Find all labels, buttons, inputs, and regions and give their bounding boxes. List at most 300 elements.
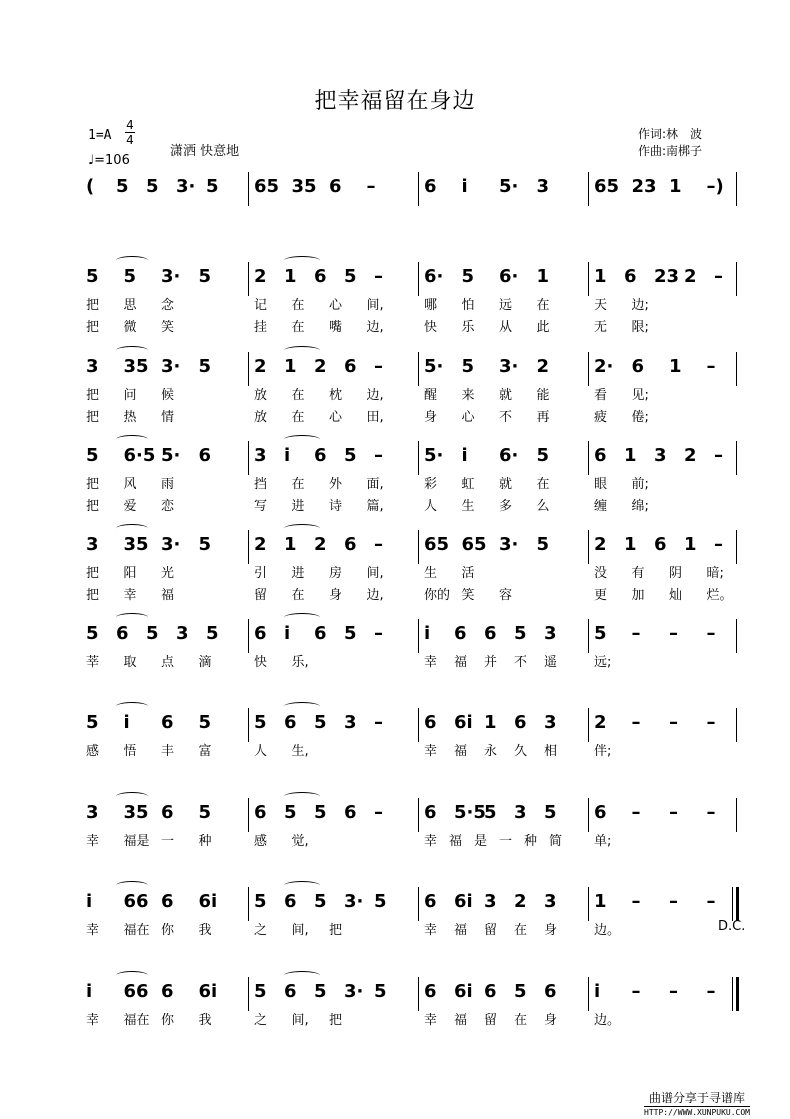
note: 2· — [594, 356, 614, 377]
note: 5 — [536, 445, 550, 466]
note: 6 — [161, 891, 174, 912]
lyric-line-1: 有 — [631, 566, 645, 581]
note: 3 — [514, 802, 527, 823]
note: i — [461, 176, 468, 197]
note: 5 — [86, 623, 99, 644]
lyric-line-2: 不 — [499, 410, 513, 425]
note: 1 — [284, 266, 297, 287]
note: 5 — [314, 981, 327, 1002]
note: 5 — [116, 176, 129, 197]
note: 2 — [684, 445, 697, 466]
bar-line — [248, 887, 249, 921]
footer-text: 曲谱分享于寻谱库 — [649, 1091, 746, 1105]
slur-mark — [284, 346, 320, 355]
lyric-line-2: 心 — [329, 410, 343, 425]
note: 6 — [284, 981, 297, 1002]
bar-line — [588, 619, 589, 653]
lyric-line-2: 把 — [86, 499, 100, 514]
lyric-line-1: 我 — [198, 923, 212, 938]
bar-line — [248, 977, 249, 1011]
bar-line — [418, 708, 419, 742]
lyric-line-1: 哪 — [424, 298, 438, 313]
lyric-line-1: 外 — [329, 477, 343, 492]
bar-line — [588, 977, 589, 1011]
note: 5 — [198, 266, 212, 287]
lyric-line-2: 在 — [291, 320, 305, 335]
note: 5 — [514, 981, 527, 1002]
note: 6· — [499, 266, 519, 287]
lyric-line-2: 在 — [291, 410, 305, 425]
note: 5 — [146, 623, 159, 644]
lyric-line-1: 边, — [366, 388, 384, 403]
lyric-line-1: 念 — [161, 298, 175, 313]
note: 6 — [344, 802, 357, 823]
lyric-line-1: 福 — [454, 655, 468, 670]
lyric-line-2: 烂。 — [706, 588, 733, 603]
score-system — [0, 802, 790, 882]
lyric-line-2: 快 — [424, 320, 438, 335]
lyric-line-2: 把 — [86, 320, 100, 335]
lyric-line-2: 进 — [291, 499, 305, 514]
note: 6i — [198, 981, 218, 1002]
note: – — [669, 981, 678, 1002]
note: 5 — [86, 712, 99, 733]
score-system — [0, 623, 790, 703]
lyric-line-1: 滴 — [198, 655, 212, 670]
note: – — [669, 802, 678, 823]
note: – — [669, 712, 678, 733]
note: – — [374, 802, 383, 823]
lyric-line-2: 疲 — [594, 410, 608, 425]
lyric-line-1: 思 — [123, 298, 137, 313]
note: 6 — [424, 981, 437, 1002]
note: 6 — [116, 623, 129, 644]
lyric-line-1: 种 — [524, 834, 538, 849]
lyric-line-2: 爱 — [123, 499, 137, 514]
note: 3· — [161, 356, 181, 377]
note: 5 — [206, 623, 219, 644]
note: 3 — [544, 891, 557, 912]
tempo-marking: ♩=106 — [88, 153, 130, 168]
note: 3 — [654, 445, 667, 466]
slur-mark — [284, 881, 320, 890]
note: 6 — [254, 623, 267, 644]
lyric-line-1: 挡 — [254, 477, 268, 492]
note: 2 — [314, 356, 327, 377]
lyric-line-1: 一 — [499, 834, 513, 849]
bar-line — [736, 352, 737, 386]
lyric-line-1: 边。 — [594, 923, 621, 938]
lyric-line-2: 乐 — [461, 320, 475, 335]
note: – — [374, 356, 383, 377]
lyric-line-2: 从 — [499, 320, 513, 335]
note: 1 — [594, 266, 607, 287]
bar-line — [736, 977, 739, 1011]
lyric-line-1: 快 — [254, 655, 268, 670]
note: – — [631, 802, 641, 823]
score-system — [0, 534, 790, 614]
lyric-line-2: 挂 — [254, 320, 268, 335]
final-bar-line — [732, 887, 733, 921]
note: 5 — [254, 712, 267, 733]
lyric-line-2: 多 — [499, 499, 513, 514]
lyric-line-1: 怕 — [461, 298, 475, 313]
bar-line — [736, 262, 737, 296]
note: 6 — [454, 623, 467, 644]
note: 6 — [344, 356, 357, 377]
slur-mark — [284, 524, 320, 533]
bar-line — [418, 977, 419, 1011]
lyric-line-1: 引 — [254, 566, 268, 581]
note: – — [669, 623, 678, 644]
lyric-line-1: 把 — [329, 923, 343, 938]
note: 5 — [594, 623, 607, 644]
note: 66 — [123, 981, 149, 1002]
lyric-line-1: 福 — [454, 744, 468, 759]
lyric-line-2: 么 — [536, 499, 550, 514]
note: 6 — [314, 266, 327, 287]
note: 2 — [314, 534, 327, 555]
lyric-line-1: 在 — [514, 1013, 528, 1028]
score-system — [0, 266, 790, 346]
score-system — [0, 445, 790, 525]
note: 5 — [254, 891, 267, 912]
note: – — [374, 266, 383, 287]
note: 65 — [254, 176, 280, 197]
note: 23 — [631, 176, 657, 197]
note: i — [594, 981, 601, 1002]
lyric-line-1: 遥 — [544, 655, 558, 670]
lyric-line-1: 把 — [86, 477, 100, 492]
note: 5 — [314, 891, 327, 912]
note: 3· — [161, 534, 181, 555]
note: 2 — [254, 356, 267, 377]
lyric-line-1: 心 — [329, 298, 343, 313]
note: 5 — [344, 623, 357, 644]
lyric-line-1: 眼 — [594, 477, 608, 492]
note: i — [86, 891, 93, 912]
slur-mark — [116, 792, 148, 801]
note: 3· — [161, 266, 181, 287]
lyric-line-1: 把 — [86, 298, 100, 313]
note: 1 — [484, 712, 497, 733]
lyric-line-1: 虹 — [461, 477, 475, 492]
lyric-line-1: 我 — [198, 1013, 212, 1028]
lyric-line-1: 留 — [484, 923, 498, 938]
lyric-line-1: 福在 — [123, 1013, 150, 1028]
note: – — [631, 623, 641, 644]
lyric-line-2: 恋 — [161, 499, 175, 514]
lyric-line-1: 之 — [254, 1013, 268, 1028]
lyric-line-1: 暗; — [706, 566, 724, 581]
slur-mark — [116, 881, 148, 890]
note: – — [714, 445, 723, 466]
lyric-line-1: 取 — [123, 655, 137, 670]
lyric-line-1: 感 — [86, 744, 100, 759]
note: 6 — [424, 176, 437, 197]
lyric-line-1: 间, — [291, 1013, 309, 1028]
lyric-line-1: 前; — [631, 477, 649, 492]
lyric-line-2: 身 — [329, 588, 343, 603]
lyric-line-1: 光 — [161, 566, 175, 581]
bar-line — [248, 619, 249, 653]
lyric-line-2: 绵; — [631, 499, 649, 514]
note: 6 — [198, 445, 212, 466]
note: i — [284, 445, 291, 466]
note: 35 — [291, 176, 317, 197]
note: 6 — [514, 712, 527, 733]
score-system — [0, 712, 790, 792]
lyric-line-2: 嘴 — [329, 320, 343, 335]
lyric-line-1: 幸 — [86, 1013, 100, 1028]
lyric-line-1: 没 — [594, 566, 608, 581]
lyric-line-2: 边, — [366, 320, 384, 335]
composer: 作曲:南梆子 — [638, 144, 703, 158]
note: i — [86, 981, 93, 1002]
note: 3· — [499, 534, 519, 555]
note: 6 — [594, 802, 607, 823]
note: 6i — [454, 891, 473, 912]
lyric-line-2: 在 — [291, 588, 305, 603]
bar-line — [248, 352, 249, 386]
note: – — [631, 891, 641, 912]
slur-mark — [116, 702, 148, 711]
note: 65 — [424, 534, 450, 555]
bar-line — [588, 172, 589, 206]
lyric-line-1: 把 — [86, 566, 100, 581]
lyric-line-2: 福 — [161, 588, 175, 603]
lyric-line-1: 在 — [536, 298, 550, 313]
lyric-line-1: 感 — [254, 834, 268, 849]
slur-mark — [284, 435, 320, 444]
note: 23 — [654, 266, 680, 287]
lyric-line-2: 限; — [631, 320, 649, 335]
note: 35 — [123, 534, 149, 555]
note: – — [706, 802, 716, 823]
note: 5 — [314, 712, 327, 733]
lyric-line-1: 福 — [449, 834, 463, 849]
note: – — [714, 534, 723, 555]
note: 6 — [424, 712, 437, 733]
note: 5 — [198, 534, 212, 555]
note: i — [461, 445, 468, 466]
note: 6· — [424, 266, 444, 287]
lyric-line-1: 枕 — [329, 388, 343, 403]
slur-mark — [116, 346, 148, 355]
note: 5 — [206, 176, 219, 197]
note: 35 — [123, 356, 149, 377]
lyric-line-1: 幸 — [424, 834, 438, 849]
note: 3 — [544, 623, 557, 644]
bar-line — [736, 708, 737, 742]
lyric-line-1: 久 — [514, 744, 528, 759]
bar-line — [588, 708, 589, 742]
note: 6 — [484, 623, 497, 644]
note: – — [374, 712, 383, 733]
key-signature: 1=A — [88, 128, 112, 143]
note: 5 — [374, 891, 387, 912]
lyric-line-2: 诗 — [329, 499, 343, 514]
slur-mark — [116, 613, 148, 622]
note: 6 — [314, 623, 327, 644]
lyric-line-2: 幸 — [123, 588, 137, 603]
note: 6i — [454, 712, 473, 733]
note: 5 — [123, 266, 137, 287]
note: 3 — [176, 623, 189, 644]
time-signature — [122, 118, 138, 147]
note: 6i — [454, 981, 473, 1002]
lyric-line-2: 缠 — [594, 499, 608, 514]
da-capo-mark: D.C. — [718, 919, 746, 934]
lyric-line-1: 彩 — [424, 477, 438, 492]
lyric-line-1: 能 — [536, 388, 550, 403]
note: 6·5 — [123, 445, 156, 466]
note: 1 — [669, 356, 682, 377]
note: 6 — [544, 981, 557, 1002]
bar-line — [418, 441, 419, 475]
note: i — [123, 712, 130, 733]
note: – — [706, 356, 716, 377]
note: 6 — [314, 445, 327, 466]
lyric-line-1: 在 — [291, 298, 305, 313]
lyric-line-1: 就 — [499, 388, 513, 403]
note: – — [714, 266, 723, 287]
slur-mark — [116, 256, 148, 265]
lyric-line-1: 之 — [254, 923, 268, 938]
note: 5 — [514, 623, 527, 644]
lyric-line-1: 幸 — [86, 834, 100, 849]
lyric-line-1: 种 — [198, 834, 212, 849]
bar-line — [418, 619, 419, 653]
note: 3 — [544, 712, 557, 733]
lyric-line-2: 情 — [161, 410, 175, 425]
bar-line — [736, 441, 737, 475]
lyric-line-1: 阴 — [669, 566, 683, 581]
lyric-line-1: 觉, — [291, 834, 309, 849]
lyric-line-1: 福 — [454, 923, 468, 938]
note: 6 — [344, 534, 357, 555]
note: 1 — [594, 891, 607, 912]
lyric-line-2: 倦; — [631, 410, 649, 425]
note: 5 — [461, 356, 475, 377]
note: 66 — [123, 891, 149, 912]
note: 1 — [284, 534, 297, 555]
note: 3 — [344, 712, 357, 733]
note: – — [706, 712, 716, 733]
note: 3 — [254, 445, 267, 466]
lyric-line-2: 放 — [254, 410, 268, 425]
note: 5 — [146, 176, 159, 197]
note: – — [706, 623, 716, 644]
note: 2 — [594, 534, 607, 555]
lyric-line-1: 在 — [291, 388, 305, 403]
slur-mark — [284, 256, 320, 265]
page-title: 把幸福留在身边 — [314, 89, 476, 114]
note: 1 — [624, 534, 637, 555]
note: 1 — [536, 266, 550, 287]
note: 6 — [424, 891, 437, 912]
bar-line — [418, 352, 419, 386]
note: 1 — [624, 445, 637, 466]
lyric-line-2: 灿 — [669, 588, 683, 603]
lyric-line-1: 风 — [123, 477, 137, 492]
lyric-line-1: 一 — [161, 834, 175, 849]
bar-line — [248, 708, 249, 742]
lyric-line-1: 进 — [291, 566, 305, 581]
note: 65 — [594, 176, 620, 197]
note: 3 — [86, 534, 99, 555]
note: i — [284, 623, 291, 644]
final-bar-line — [732, 977, 733, 1011]
note: 5 — [344, 266, 357, 287]
lyric-line-1: 雨 — [161, 477, 175, 492]
note: 5 — [344, 445, 357, 466]
credits — [638, 126, 702, 160]
bar-line — [736, 530, 737, 564]
lyric-line-2: 把 — [86, 588, 100, 603]
lyric-line-2: 微 — [123, 320, 137, 335]
note: 3 — [86, 802, 99, 823]
lyric-line-1: 来 — [461, 388, 475, 403]
note: 1 — [684, 534, 697, 555]
lyric-line-1: 幸 — [424, 1013, 438, 1028]
score-system — [0, 176, 790, 256]
note: – — [631, 712, 641, 733]
score-system — [0, 356, 790, 436]
note: – — [706, 891, 716, 912]
lyric-line-1: 不 — [514, 655, 528, 670]
bar-line — [588, 798, 589, 832]
slur-mark — [284, 702, 320, 711]
slur-mark — [116, 435, 148, 444]
bar-line — [588, 530, 589, 564]
lyric-line-1: 身 — [544, 923, 558, 938]
lyric-line-2: 更 — [594, 588, 608, 603]
note: 5 — [314, 802, 327, 823]
lyric-line-2: 人 — [424, 499, 438, 514]
lyric-line-1: 间, — [291, 923, 309, 938]
note: 5 — [198, 356, 212, 377]
lyric-line-1: 永 — [484, 744, 498, 759]
lyric-line-1: 房 — [329, 566, 343, 581]
note: 3 — [484, 891, 497, 912]
time-sig-bottom: 4 — [126, 133, 134, 147]
note: 5·5 — [454, 802, 486, 823]
note: 5 — [254, 981, 267, 1002]
note: 5 — [374, 981, 387, 1002]
bar-line — [418, 262, 419, 296]
bar-line — [248, 530, 249, 564]
note: – — [706, 981, 716, 1002]
lyric-line-1: 你 — [161, 1013, 175, 1028]
note: ( — [86, 176, 95, 197]
note: 5· — [161, 445, 181, 466]
lyric-line-1: 简 — [549, 834, 563, 849]
note: 3 — [86, 356, 99, 377]
bar-line — [736, 887, 739, 921]
mood-marking: 潇洒 快意地 — [170, 144, 240, 159]
lyric-line-1: 幸 — [86, 923, 100, 938]
note: 1 — [284, 356, 297, 377]
lyric-line-1: 阳 — [123, 566, 137, 581]
lyric-line-1: 间, — [366, 566, 384, 581]
lyric-line-2: 此 — [536, 320, 550, 335]
footer — [644, 1089, 750, 1117]
note: 5· — [424, 445, 444, 466]
lyric-line-1: 留 — [484, 1013, 498, 1028]
note: 5 — [86, 445, 99, 466]
note: 6 — [329, 176, 342, 197]
